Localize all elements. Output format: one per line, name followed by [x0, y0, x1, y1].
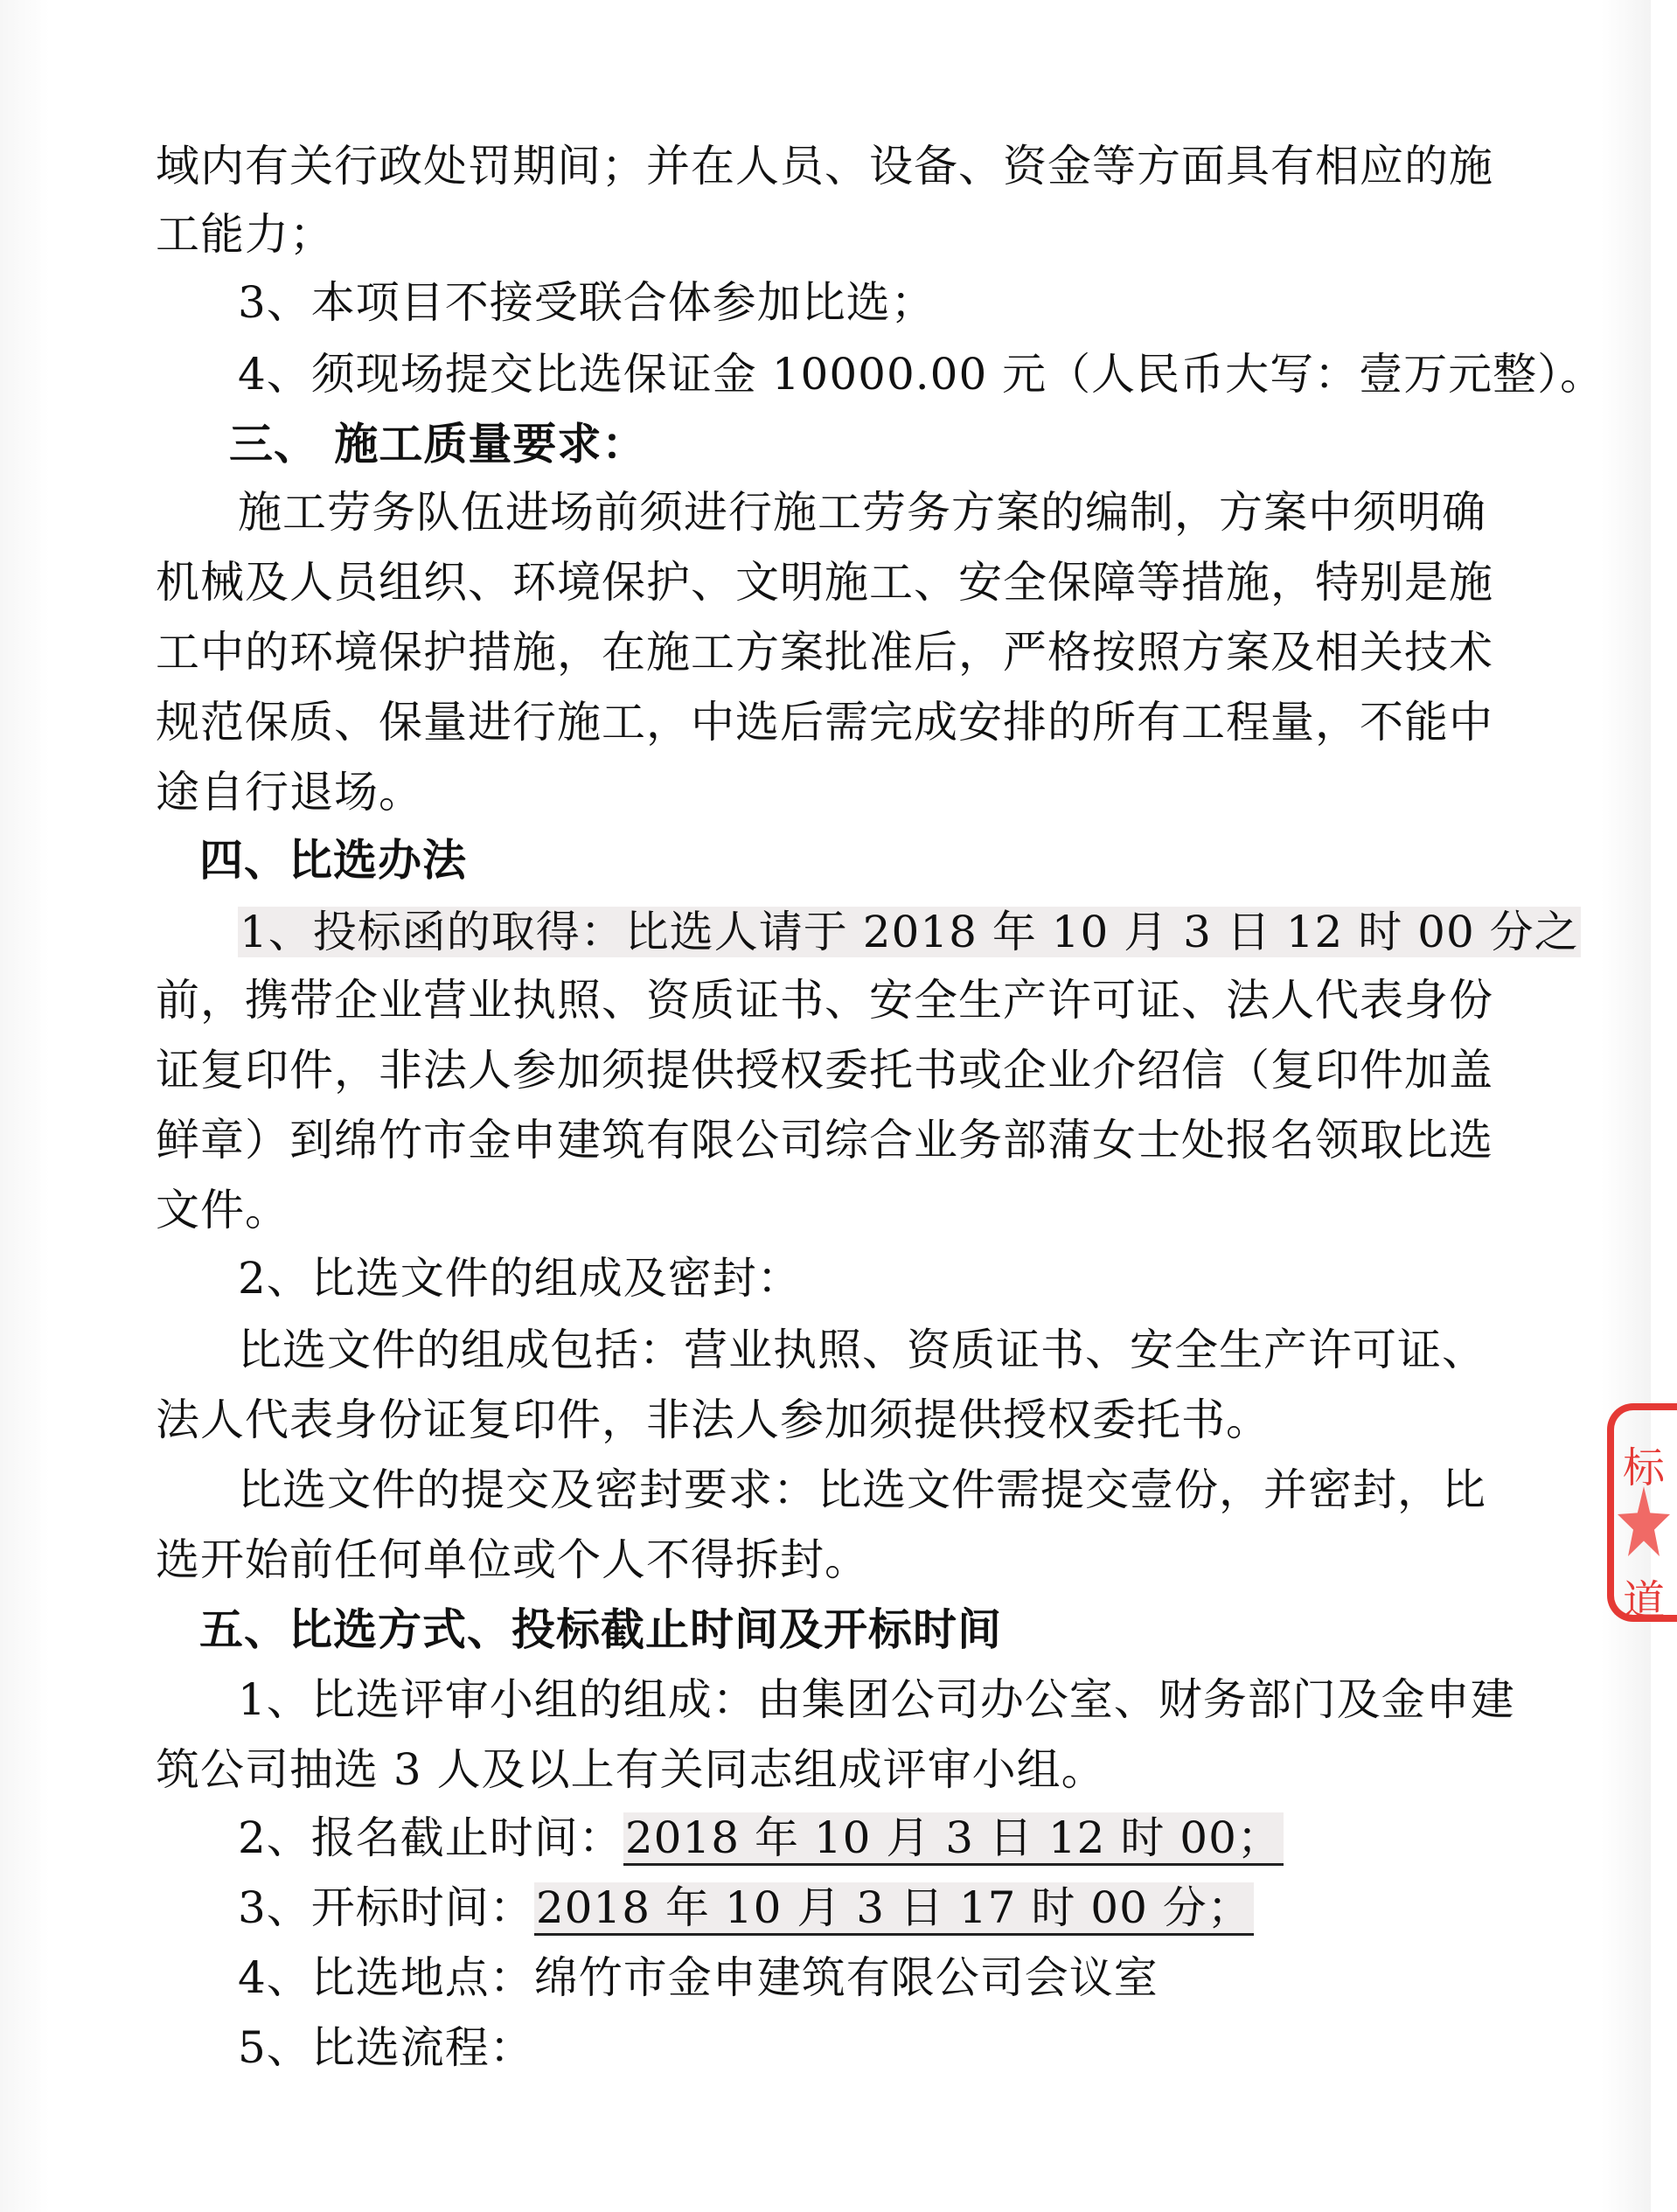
text-line-17: 2、比选文件的组成及密封： [238, 1253, 802, 1304]
text-line-7: 机械及人员组织、环境保护、文明施工、安全保障等措施，特别是施 [156, 557, 1493, 608]
text-line-12 [238, 906, 1581, 958]
registration-deadline-value: 2018 年 10 月 3 日 12 时 00； [623, 1812, 1284, 1866]
text-line-26 [238, 1882, 1254, 1934]
section-heading-3: 三、 施工质量要求： [229, 418, 647, 470]
section-heading-5: 五、比选方式、投标截止时间及开标时间 [199, 1603, 1002, 1655]
text-line-18: 比选文件的组成包括：营业执照、资质证书、安全生产许可证、 [238, 1325, 1486, 1375]
text-line-3: 3、本项目不接受联合体参加比选； [238, 277, 936, 328]
seal-text-top: 标 [1623, 1443, 1666, 1492]
opening-time-value: 2018 年 10 月 3 日 17 时 00 分； [534, 1882, 1254, 1936]
text-line-14: 证复印件，非法人参加须提供授权委托书或企业介绍信（复印件加盖 [156, 1045, 1493, 1096]
text-line-16: 文件。 [156, 1185, 289, 1235]
text-line-2: 工能力； [156, 209, 334, 260]
text-line-20: 比选文件的提交及密封要求：比选文件需提交壹份，并密封，比 [238, 1464, 1486, 1515]
text-line-28: 5、比选流程： [238, 2022, 534, 2073]
text-line-10: 途自行退场。 [156, 767, 423, 817]
highlighted-date-text: 1、投标函的取得：比选人请于 2018 年 10 月 3 日 12 时 00 分之 [240, 907, 1579, 957]
text-line-25 [238, 1812, 1284, 1864]
text-line-6: 施工劳务队伍进场前须进行施工劳务方案的编制，方案中须明确 [238, 487, 1486, 538]
text-line-15: 鲜章）到绵竹市金申建筑有限公司综合业务部蒲女士处报名领取比选 [156, 1115, 1493, 1165]
text-line-9: 规范保质、保量进行施工，中选后需完成安排的所有工程量，不能中 [156, 697, 1493, 748]
section-heading-4: 四、比选办法 [199, 834, 467, 886]
text-line-19: 法人代表身份证复印件，非法人参加须提供授权委托书。 [156, 1395, 1270, 1445]
opening-time-label: 3、开标时间： [238, 1882, 534, 1933]
text-line-23: 1、比选评审小组的组成：由集团公司办公室、财务部门及金申建 [238, 1674, 1515, 1725]
text-line-8: 工中的环境保护措施，在施工方案批准后，严格按照方案及相关技术 [156, 627, 1493, 678]
seal-text-bottom: 道 [1623, 1576, 1666, 1625]
text-line-4: 4、须现场提交比选保证金 10000.00 元（人民币大写：壹万元整）。 [238, 349, 1605, 400]
text-line-27: 4、比选地点：绵竹市金申建筑有限公司会议室 [238, 1952, 1159, 2003]
text-line-21: 选开始前任何单位或个人不得拆封。 [156, 1534, 869, 1585]
text-line-24: 筑公司抽选 3 人及以上有关同志组成评审小组。 [156, 1744, 1106, 1795]
text-line-13: 前，携带企业营业执照、资质证书、安全生产许可证、法人代表身份 [156, 975, 1493, 1026]
deadline-label: 2、报名截止时间： [238, 1812, 623, 1863]
text-line-1: 域内有关行政处罚期间；并在人员、设备、资金等方面具有相应的施 [156, 141, 1493, 191]
